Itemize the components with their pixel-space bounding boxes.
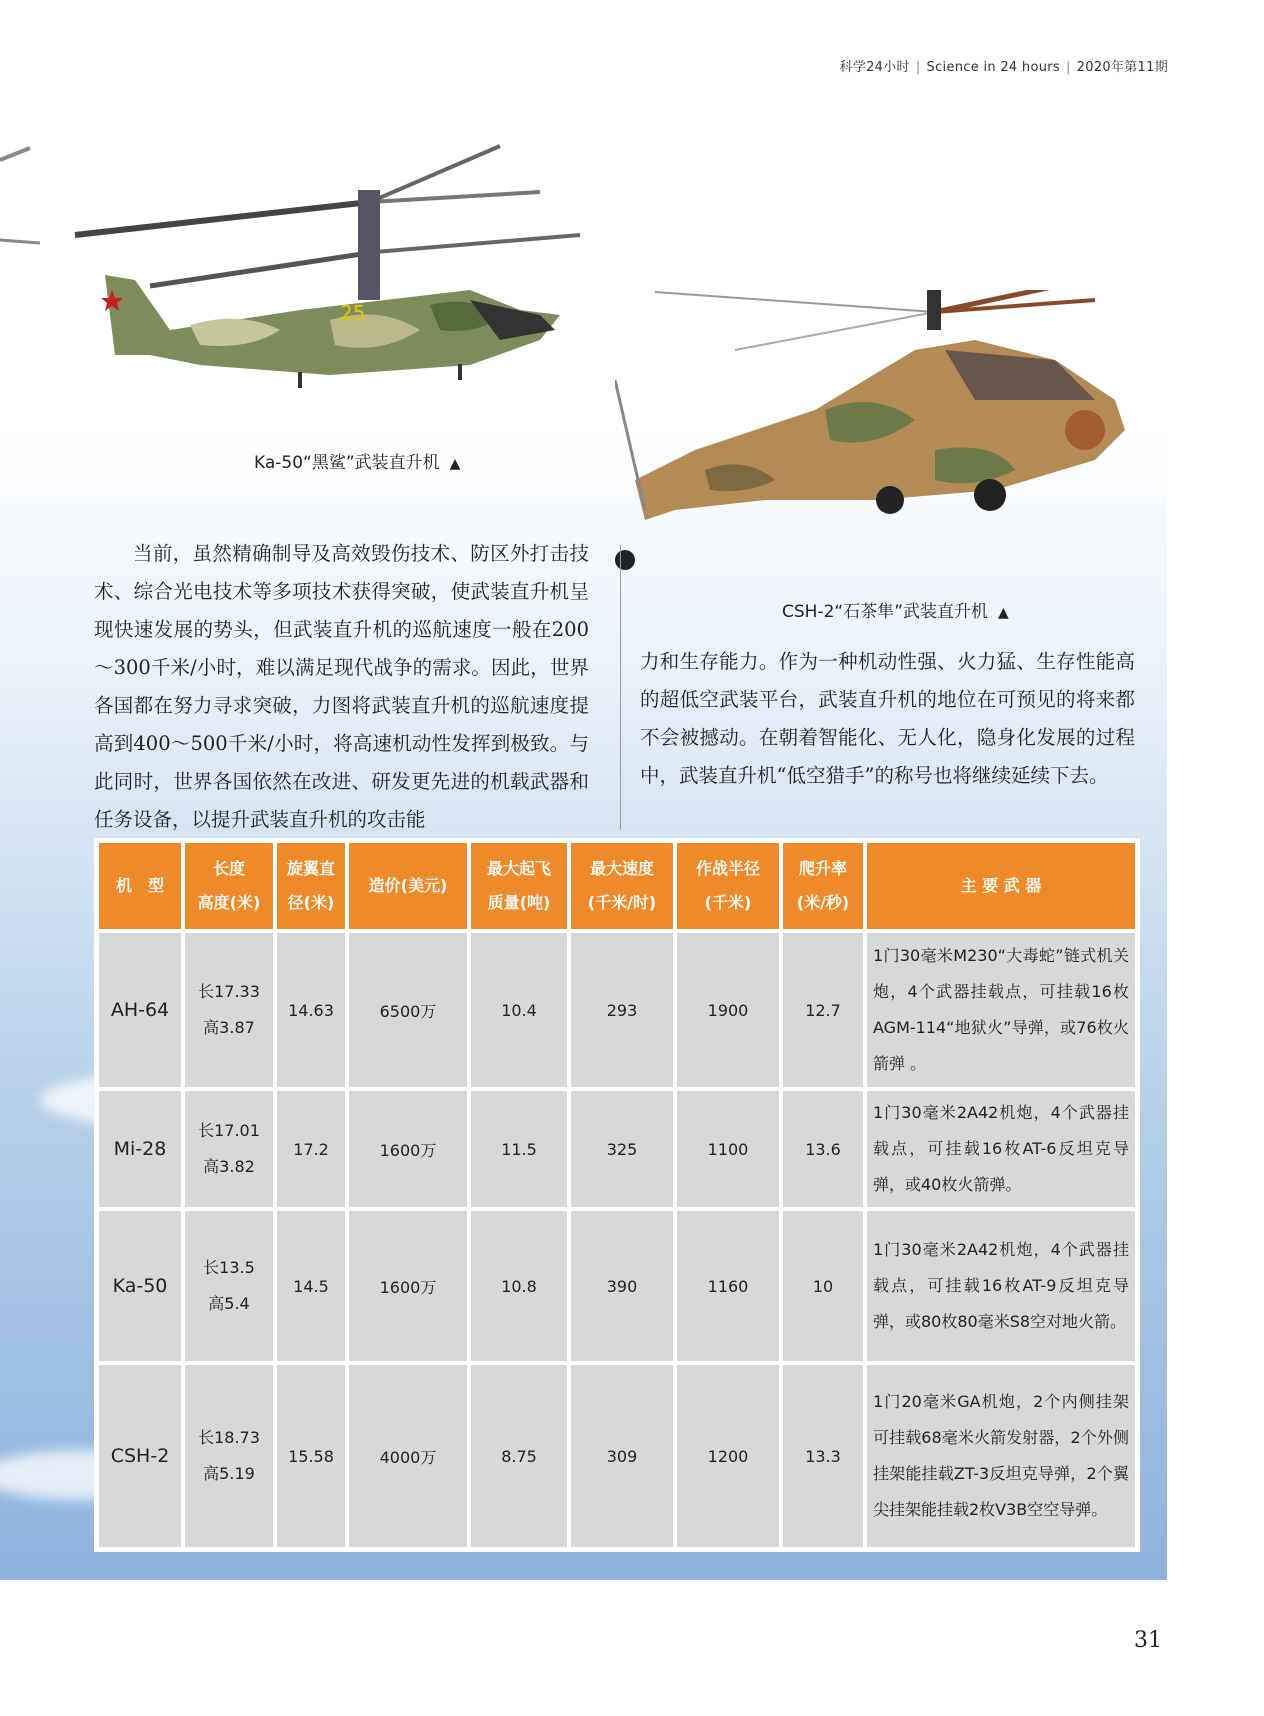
cell-mass: 11.5: [469, 1089, 569, 1209]
cell-dimensions: 长17.33 高3.87: [183, 931, 275, 1089]
cell-weapons: 1门30毫米M230“大毒蛇”链式机关炮，4个武器挂载点，可挂载16枚AGM-114“地狱火”导弹，或76枚火箭弹 。: [865, 931, 1137, 1089]
cell-radius: 1900: [675, 931, 781, 1089]
cell-cost: 1600万: [347, 1089, 469, 1209]
header-model: 机 型: [97, 841, 183, 931]
cell-radius: 1160: [675, 1209, 781, 1363]
cell-climb: 12.7: [781, 931, 865, 1089]
column-divider: [620, 545, 621, 830]
magazine-name: 科学24小时: [839, 60, 910, 75]
header-max-speed: 最大速度 (千米/时): [569, 841, 675, 931]
table-row: [97, 1363, 1137, 1549]
cell-mass: 10.4: [469, 931, 569, 1089]
cell-mass: 8.75: [469, 1363, 569, 1549]
cell-model: AH-64: [97, 931, 183, 1089]
cell-rotor: 15.58: [275, 1363, 347, 1549]
cell-dimensions: 长17.01 高3.82: [183, 1089, 275, 1209]
triangle-marker-icon: ▲: [998, 605, 1009, 621]
cell-rotor: 14.63: [275, 931, 347, 1089]
cell-radius: 1100: [675, 1089, 781, 1209]
header-rotor-diameter: 旋翼直 径(米): [275, 841, 347, 931]
helicopter-spec-table: [94, 838, 1140, 1552]
cell-dimensions: 长18.73 高5.19: [183, 1363, 275, 1549]
right-column-paragraph: 力和生存能力。作为一种机动性强、火力猛、生存性能高的超低空武装平台，武装直升机的地位在可预见的将来都不会被撼动。在朝着智能化、无人化，隐身化发展的过程中，武装直升机“低空猎手”的称号也将继续延续下去。: [640, 650, 1135, 787]
cell-weapons: 1门20毫米GA机炮，2个内侧挂架可挂载68毫米火箭发射器，2个外侧挂架能挂载ZT-3反坦克导弹，2个翼尖挂架能挂载2枚V3B空空导弹。: [865, 1363, 1137, 1549]
cell-dimensions: 长13.5 高5.4: [183, 1209, 275, 1363]
issue-label: 2020年第11期: [1076, 60, 1168, 75]
cell-speed: 325: [569, 1089, 675, 1209]
cell-weapons: 1门30毫米2A42机炮，4个武器挂载点，可挂载16枚AT-9反坦克导弹，或80枚80毫米S8空对地火箭。: [865, 1209, 1137, 1363]
table-row: [97, 1089, 1137, 1209]
table-row: [97, 1209, 1137, 1363]
csh2-caption-text: CSH-2“石茶隼”武装直升机: [782, 602, 989, 622]
cell-climb: 10: [781, 1209, 865, 1363]
cell-radius: 1200: [675, 1363, 781, 1549]
tail-number-25: 25: [340, 301, 366, 325]
csh2-helicopter-photo: [615, 290, 1175, 620]
cell-speed: 293: [569, 931, 675, 1089]
triangle-marker-icon: ▲: [449, 456, 461, 472]
cell-weapons: 1门30毫米2A42机炮，4个武器挂载点，可挂载16枚AT-6反坦克导弹，或40枚火箭弹。: [865, 1089, 1137, 1209]
running-header: 科学24小时 | Science in 24 hours | 2020年第11期: [839, 60, 1168, 75]
cell-climb: 13.3: [781, 1363, 865, 1549]
ka50-caption-text: Ka-50“黑鲨”武装直升机: [254, 453, 440, 473]
table-row: [97, 931, 1137, 1089]
cell-mass: 10.8: [469, 1209, 569, 1363]
left-column-paragraph: 当前，虽然精确制导及高效毁伤技术、防区外打击技术、综合光电技术等多项技术获得突破，使武装直升机呈现快速发展的势头，但武装直升机的巡航速度一般在200～300千米/小时，难以满足现代战争的需求。因此，世界各国都在努力寻求突破，力图将武装直升机的巡航速度提高到400～500千米/小时，将高速机动性发挥到极致。与此同时，世界各国依然在改进、研发更先进的机载武器和任务设备，以提升武装直升机的攻击能: [94, 542, 589, 831]
table-header-row: [97, 841, 1137, 931]
header-max-takeoff-mass: 最大起飞 质量(吨): [469, 841, 569, 931]
header-main-weapons: 主 要 武 器: [865, 841, 1137, 931]
header-combat-radius: 作战半径 (千米): [675, 841, 781, 931]
header-length-height: 长度 高度(米): [183, 841, 275, 931]
ka50-helicopter-photo: [0, 140, 600, 430]
header-climb-rate: 爬升率 (米/秒): [781, 841, 865, 931]
magazine-english-name: Science in 24 hours: [926, 60, 1060, 75]
cell-rotor: 17.2: [275, 1089, 347, 1209]
cell-model: Mi-28: [97, 1089, 183, 1209]
ka50-caption: [254, 448, 460, 473]
csh2-caption: [782, 597, 1009, 622]
cell-model: Ka-50: [97, 1209, 183, 1363]
cell-climb: 13.6: [781, 1089, 865, 1209]
cell-cost: 4000万: [347, 1363, 469, 1549]
cell-model: CSH-2: [97, 1363, 183, 1549]
cell-rotor: 14.5: [275, 1209, 347, 1363]
cell-speed: 309: [569, 1363, 675, 1549]
cell-cost: 1600万: [347, 1209, 469, 1363]
header-cost: 造价(美元): [347, 841, 469, 931]
cell-cost: 6500万: [347, 931, 469, 1089]
cell-speed: 390: [569, 1209, 675, 1363]
page-number: 31: [1134, 1628, 1162, 1653]
